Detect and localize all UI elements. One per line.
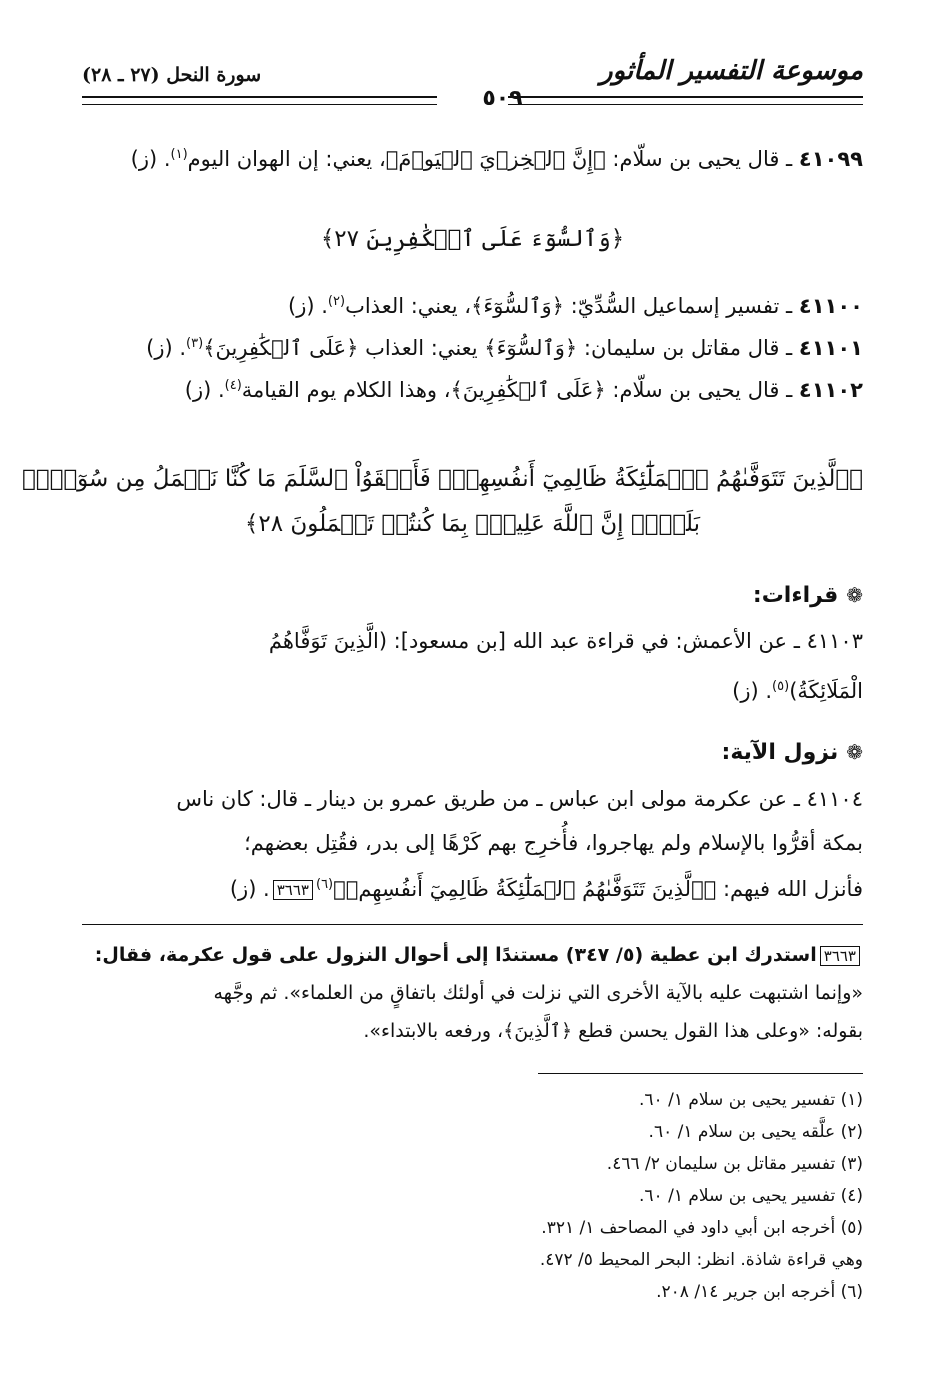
flower-icon: ❁ [846,740,863,764]
section-heading: قراءات: [752,583,839,608]
entry-text: ـ قال يحيى بن سلّام: ﴿عَلَى ٱلۡكَٰفِرِينَ﴾، وهذا الكلام يوم القيامة [241,378,793,402]
footnote: (٣) تفسير مقاتل بن سليمان ٢/ ٤٦٦. [606,1154,863,1174]
entry-text: ـ تفسير إسماعيل السُّدِّيّ: ﴿وَٱلسُّوٓءَ﴾، يعني: العذاب [345,294,793,318]
entry-tail: . (ز) [130,147,171,171]
entry-41101 [82,327,863,365]
entry-text: الْمَلَائِكَةُ) [789,679,863,703]
page-header [82,56,863,111]
footnote: (٥) أخرجه ابن أبي داود في المصاحف ١/ ٣٢١. [541,1218,863,1238]
footnote-ref: (٢) [327,294,346,309]
footnote-ref: (١) [170,147,188,162]
commentary-ref-box: ٣٦٦٣ [273,880,313,900]
commentary-box: ٣٦٦٣ [820,946,860,966]
entry-41100 [82,285,863,323]
commentary-separator [82,924,863,925]
footnote-ref: (٣) [186,336,204,351]
flower-icon: ❁ [846,583,863,607]
footnote: (٦) أخرجه ابن جرير ١٤/ ٢٠٨. [656,1282,863,1302]
entry-tail: . (ز) [146,336,187,360]
entry-41103-line1: ٤١١٠٣ ـ عن الأعمش: في قراءة عبد الله [بن مسعود]: (الَّذِينَ تَوَفَّاهُمُ [268,629,863,653]
commentary-line3: بقوله: «وعلى هذا القول يحسن قطع ﴿ٱلَّذِينَ﴾، ورفعه بالابتداء». [363,1020,863,1042]
commentary-line1 [82,938,863,972]
footnote-ref: (٤) [224,378,242,393]
entry-tail: . (ز) [732,679,773,703]
entry-41103-line2 [82,670,863,708]
entry-number: ٤١٠٩٩ [798,147,863,171]
entry-tail: . (ز) [229,877,270,901]
entry-text: ـ قال يحيى بن سلّام: ﴿إِنَّ ٱلۡخِزۡيَ ٱلۡيَوۡمَ﴾، يعني: إن الهوان اليوم [187,147,793,171]
header-rule-left [82,96,437,105]
book-title: موسوعة التفسير المأثور [600,56,863,86]
footnote-separator [538,1073,863,1074]
entry-number: ٤١١٠٢ [798,378,863,402]
footnote-ref: (٦) [315,877,334,892]
surah-title: سورة النحل (٢٧ ـ ٢٨) [82,64,262,86]
section-heading: نزول الآية: [721,740,839,765]
entry-41099 [82,138,863,176]
footnote: (٤) تفسير يحيى بن سلام ١/ ٦٠. [639,1186,863,1206]
footnote: وهي قراءة شاذة. انظر: البحر المحيط ٥/ ٤٧٢. [539,1250,863,1270]
ayah-28-line1: ﴿ٱلَّذِينَ تَتَوَفَّىٰهُمُ ٱلۡمَلَٰٓئِكَةُ ظَالِمِيٓ أَنفُسِهِمۡۖ فَأَلۡقَوُاْ ٱلسَّلَمَ مَا كُنَّا نَعۡمَلُ مِن سُوٓءِۭۚ [21,466,863,492]
entry-tail: . (ز) [288,294,328,318]
header-rule-right [508,96,863,105]
entry-text: ـ قال مقاتل بن سليمان: ﴿وَٱلسُّوٓءَ﴾ يعني: العذاب ﴿عَلَى ٱلۡكَٰفِرِينَ﴾ [203,336,793,360]
entry-number: ٤١١٠٠ [798,294,863,318]
qiraat-heading [82,578,863,613]
entry-number: ٤١١٠١ [798,336,863,360]
commentary-text: استدرك ابن عطية (٥/ ٣٤٧) مستندًا إلى أحوال النزول على قول عكرمة، فقال: [94,944,817,966]
entry-tail: . (ز) [184,378,225,402]
commentary-line2: «وإنما اشتبهت عليه بالآية الأخرى التي نزلت في أولئك باتفاقٍ من العلماء». ثم وجَّهه [213,982,863,1004]
footnote: (١) تفسير يحيى بن سلام ١/ ٦٠. [639,1090,863,1110]
ayah-28-line2: بَلَىٰٓۚ إِنَّ ٱللَّهَ عَلِيمُۢ بِمَا كُنتُمۡ تَعۡمَلُونَ ٢٨﴾ [244,511,701,537]
entry-41104-line2: بمكة أقرُّوا بالإسلام ولم يهاجروا، فأُخرِج بهم كَرْهًا إلى بدر، فقُتِل بعضهم؛ [244,831,863,855]
entry-41104-line3 [82,868,863,906]
footnote-ref: (٥) [772,679,790,694]
page-number: ٥٠٩ [482,86,523,111]
footnote: (٢) علَّقه يحيى بن سلام ١/ ٦٠. [648,1122,863,1142]
entry-41104-line1: ٤١١٠٤ ـ عن عكرمة مولى ابن عباس ـ من طريق عمرو بن دينار ـ قال: كان ناس [176,787,863,811]
entry-41102 [82,369,863,407]
entry-text: فأنزل الله فيهم: ﴿ٱلَّذِينَ تَتَوَفَّىٰهُمُ ٱلۡمَلَٰٓئِكَةُ ظَالِمِيٓ أَنفُسِهِمۡ﴾ [333,877,863,901]
ayah-27-tail: ﴿وَٱلسُّوٓءَ عَلَى ٱلۡكَٰفِرِينَ ٢٧﴾ [320,226,625,252]
nuzul-heading [82,735,863,770]
